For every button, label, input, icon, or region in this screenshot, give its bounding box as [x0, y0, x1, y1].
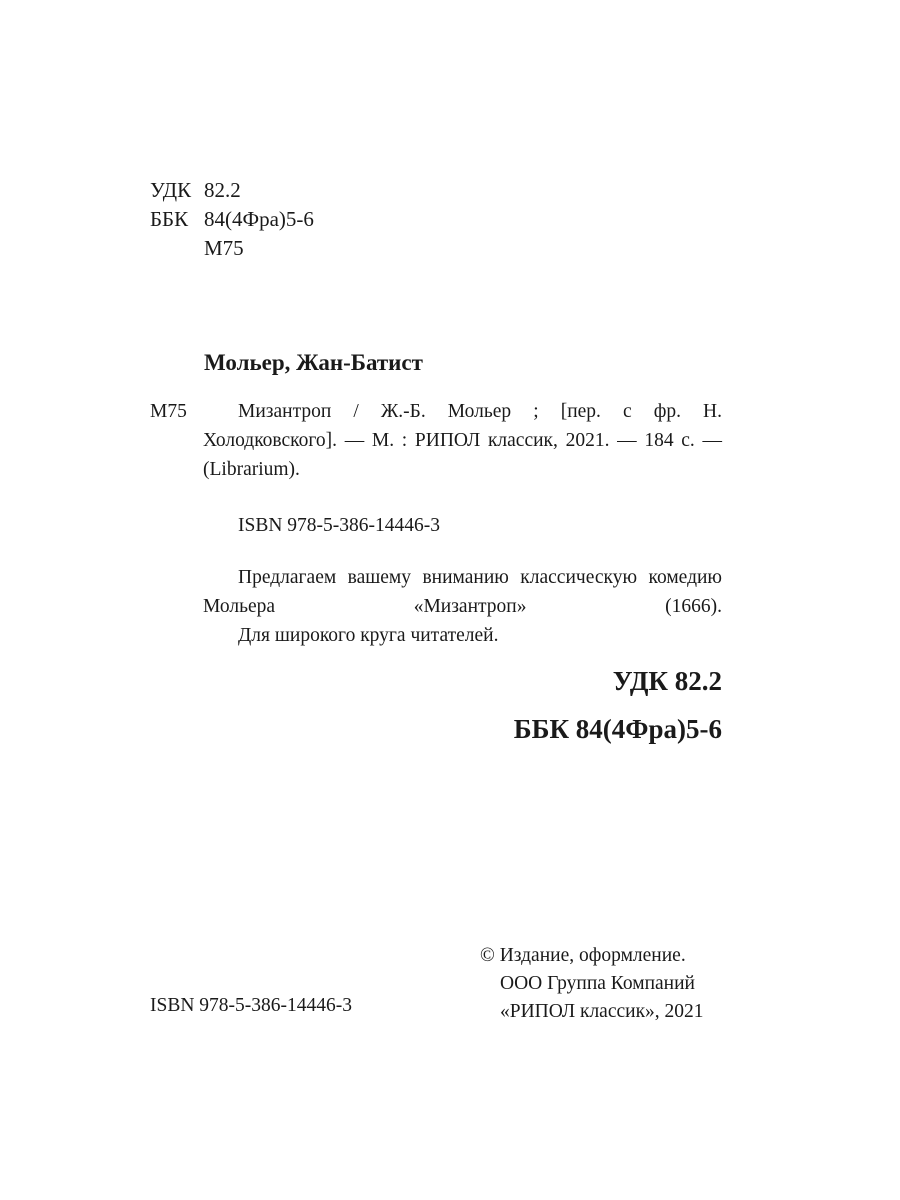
catalog-card-annotation [203, 563, 722, 650]
copyright-line: © Издание, оформление. [480, 945, 686, 966]
catalog-card-code: М75 [150, 401, 187, 422]
udk-code: УДК 82.2 [612, 666, 722, 696]
header-udk-value: 82.2 [204, 178, 241, 202]
header-bbk-label: ББК [150, 207, 189, 231]
annotation-paragraph: Предлагаем вашему вниманию классическую комедию Мольера «Мизантроп» (1666). [203, 567, 722, 617]
header-author-sign-row [150, 234, 314, 263]
header-index [150, 176, 314, 263]
catalog-card [150, 397, 722, 650]
annotation-paragraph: Для широкого круга читателей. [238, 625, 499, 646]
header-udk-row [150, 176, 314, 205]
author-heading: Мольер, Жан-Батист [204, 350, 423, 375]
bbk-code: ББК 84(4Фра)5-6 [513, 714, 722, 744]
header-bbk-value: 84(4Фра)5-6 [204, 207, 314, 231]
catalog-card-isbn: ISBN 978-5-386-14446-3 [238, 515, 441, 536]
copyright-line: ООО Группа Компаний [500, 973, 695, 994]
header-bbk-row [150, 205, 314, 234]
copyright-line: «РИПОЛ классик», 2021 [500, 1001, 704, 1022]
copyright-block [480, 942, 704, 1026]
bottom-isbn: ISBN 978-5-386-14446-3 [150, 995, 353, 1016]
header-author-sign: М75 [204, 236, 244, 260]
header-udk-label: УДК [150, 178, 192, 202]
catalog-card-description: Мизантроп / Ж.-Б. Мольер ; [пер. с фр. Н. Холодковского]. — М. : РИПОЛ классик, 2021. — 184 с. — (Librarium). [203, 401, 722, 480]
